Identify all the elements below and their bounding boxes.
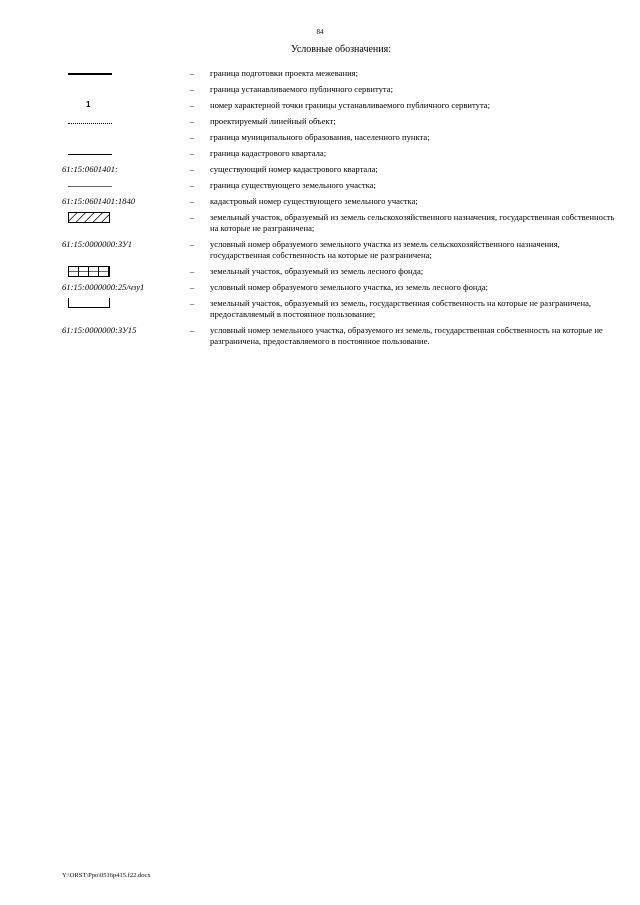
empty-symbol bbox=[62, 84, 190, 95]
dash: – bbox=[190, 266, 195, 276]
dash: – bbox=[190, 68, 195, 78]
zu15-code: 61:15:0000000:ЗУ15 bbox=[62, 325, 137, 335]
legend-text: номер характерной точки границы устанавливаемого публичного сервитута; bbox=[210, 100, 491, 110]
legend-row bbox=[62, 212, 622, 234]
legend-text: граница существующего земельного участка; bbox=[210, 180, 376, 190]
legend-text: граница подготовки проекта межевания; bbox=[210, 68, 359, 78]
dash: – bbox=[190, 116, 195, 126]
forest-parcel-code: 61:15:0000000:25/чзу1 bbox=[62, 282, 145, 292]
legend-title: Условные обозначения: bbox=[290, 44, 391, 55]
thin-line-symbol bbox=[62, 148, 190, 159]
legend-text: граница муниципального образования, населенного пункта; bbox=[210, 132, 430, 142]
hairline-symbol bbox=[62, 180, 190, 191]
plain-box-symbol bbox=[62, 298, 190, 309]
file-path-footer: Y:\ORST\Ppo\0516p415.f22.docx bbox=[62, 872, 151, 879]
dash: – bbox=[190, 325, 195, 335]
legend-text: земельный участок, образуемый из земель лесного фонда; bbox=[210, 266, 424, 276]
hatched-box-symbol bbox=[62, 212, 190, 223]
legend-text: земельный участок, образуемый из земель сельскохозяйственного назначения, государственная собственность на которые не разграничена; bbox=[210, 212, 615, 233]
legend-row bbox=[62, 132, 622, 143]
legend-list bbox=[62, 68, 622, 347]
legend-row bbox=[62, 282, 622, 293]
legend-row bbox=[62, 180, 622, 191]
dash: – bbox=[190, 298, 195, 308]
dash: – bbox=[190, 164, 195, 174]
legend-row bbox=[62, 298, 622, 320]
legend-text: существующий номер кадастрового квартала; bbox=[210, 164, 378, 174]
legend-row bbox=[62, 266, 622, 277]
legend-text: проектируемый линейный объект; bbox=[210, 116, 336, 126]
dash: – bbox=[190, 282, 195, 292]
dash: – bbox=[190, 180, 195, 190]
zu1-code: 61:15:0000000:ЗУ1 bbox=[62, 239, 133, 249]
dash: – bbox=[190, 148, 195, 158]
point-number-mark: 1 bbox=[86, 100, 91, 109]
dash: – bbox=[190, 212, 195, 222]
legend-text: условный номер образуемого земельного участка из земель сельскохозяйственного назначения, государственная собственность на которые не разграничена; bbox=[210, 239, 560, 260]
legend-text: граница кадастрового квартала; bbox=[210, 148, 327, 158]
point-number-symbol bbox=[62, 100, 190, 111]
legend-text: условный номер образуемого земельного участка, из земель лесного фонда; bbox=[210, 282, 489, 292]
page-number: 84 bbox=[316, 28, 324, 36]
empty-symbol bbox=[62, 132, 190, 143]
legend-text: кадастровый номер существующего земельного участка; bbox=[210, 196, 418, 206]
dash: – bbox=[190, 239, 195, 249]
legend-text: земельный участок, образуемый из земель, государственная собственность на которые не разграничена, предоставляемый в постоянное пользование; bbox=[210, 298, 592, 319]
legend-row bbox=[62, 68, 622, 79]
quarter-code: 61:15:0601401: bbox=[62, 164, 118, 174]
legend-text: условный номер земельного участка, образуемого из земель, государственная собственность на которые не разграничена, предоставляемого в постоянное пользование. bbox=[210, 325, 603, 346]
dash: – bbox=[190, 132, 195, 142]
dash: – bbox=[190, 100, 195, 110]
dash: – bbox=[190, 196, 195, 206]
dash: – bbox=[190, 84, 195, 94]
grid-box-symbol bbox=[62, 266, 190, 277]
parcel-code: 61:15:0601401:1840 bbox=[62, 196, 136, 206]
legend-row bbox=[62, 100, 622, 111]
legend-row bbox=[62, 116, 622, 127]
thick-line-symbol bbox=[62, 68, 190, 79]
legend-row bbox=[62, 84, 622, 95]
dotted-line-symbol bbox=[62, 116, 190, 127]
legend-row bbox=[62, 164, 622, 175]
legend-text: граница устанавливаемого публичного сервитута; bbox=[210, 84, 393, 94]
legend-row bbox=[62, 196, 622, 207]
legend-row bbox=[62, 325, 622, 347]
legend-row bbox=[62, 148, 622, 159]
legend-row bbox=[62, 239, 622, 261]
